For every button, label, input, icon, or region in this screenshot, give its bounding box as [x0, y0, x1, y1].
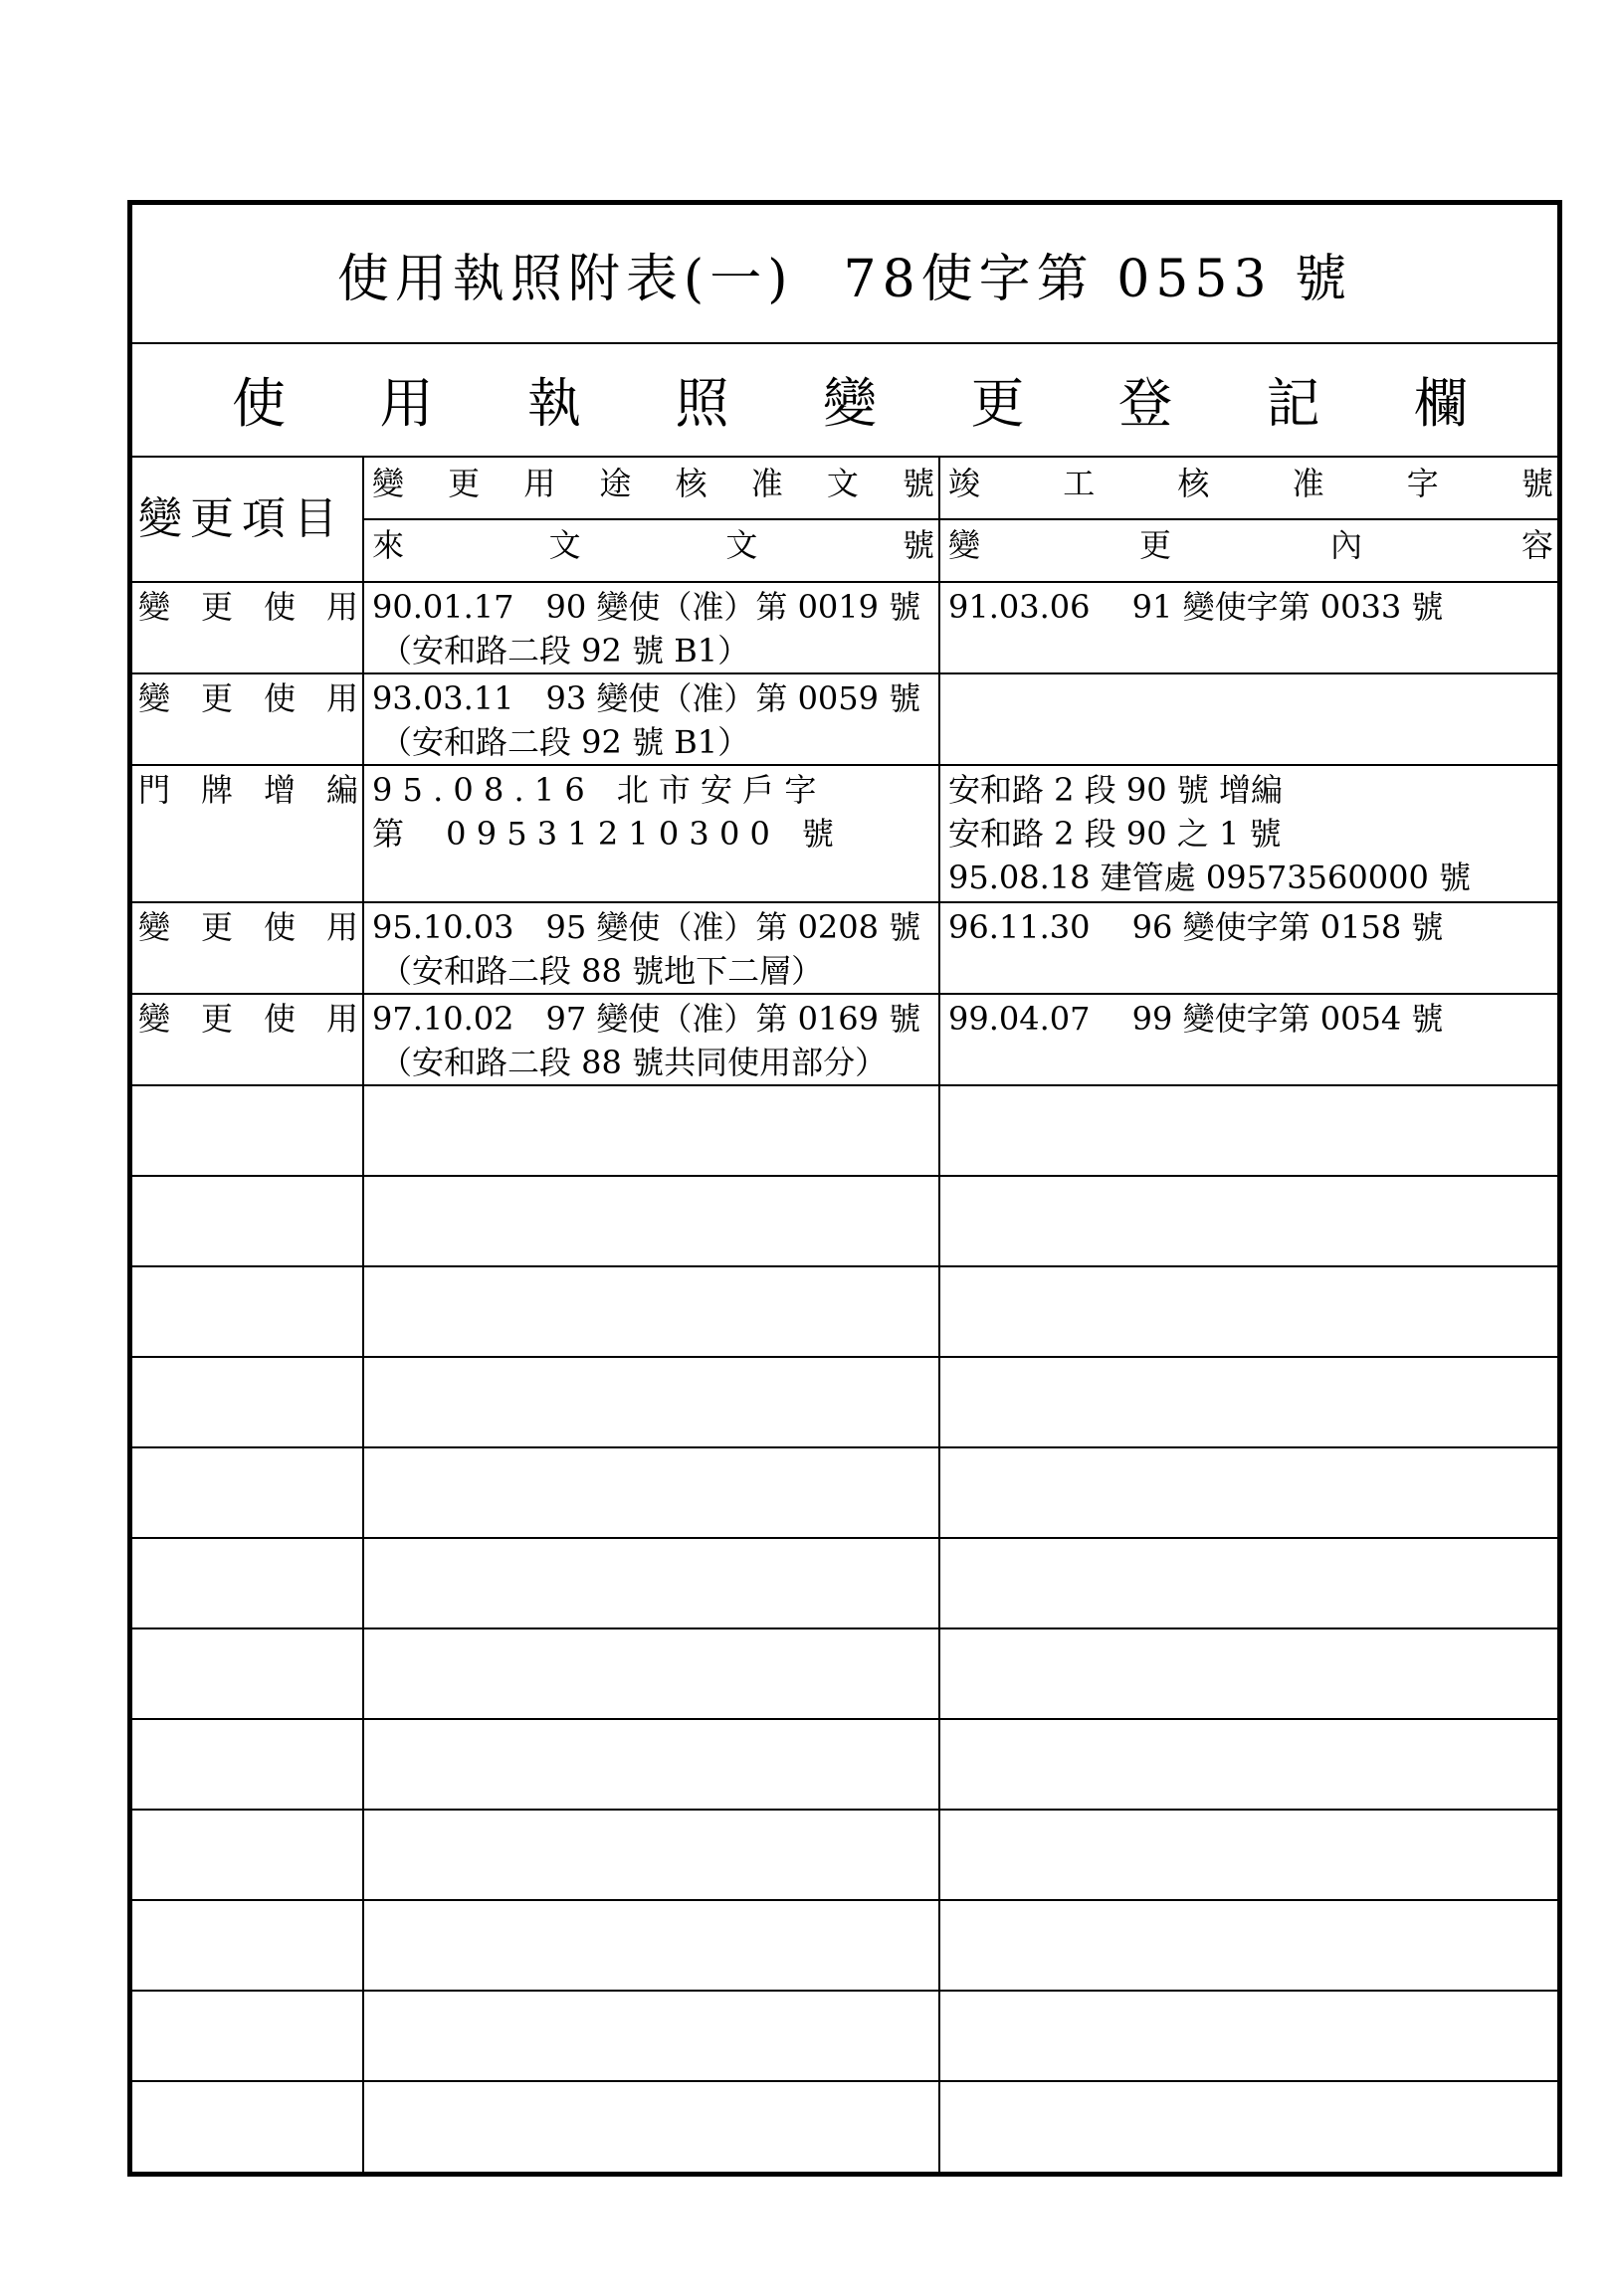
item-char: 變 [138, 1000, 171, 1038]
header-divider [364, 518, 1557, 520]
banner-char: 變 [823, 371, 877, 435]
row-approval-document [364, 995, 938, 1084]
header-char: 容 [1520, 526, 1553, 564]
header-char: 變 [948, 526, 981, 564]
row-completion-content [940, 583, 1557, 672]
header-char: 更 [448, 465, 481, 502]
item-char: 用 [325, 588, 358, 626]
item-char: 使 [263, 588, 296, 626]
header-char: 文 [725, 526, 758, 564]
content-line: 安和路 2 段 90 之 1 號 [948, 815, 1282, 853]
header-change-item: 變更項目 [138, 493, 345, 544]
completion-line: 91.03.06 91 變使字第 0033 號 [948, 588, 1444, 626]
header-char: 准 [750, 465, 783, 502]
header-char: 字 [1406, 465, 1439, 502]
item-char: 用 [325, 1000, 358, 1038]
item-char: 增 [263, 771, 296, 809]
address-line: （安和路二段 88 號地下二層） [380, 952, 824, 990]
header-char: 工 [1063, 465, 1096, 502]
header-char: 來 [372, 526, 405, 564]
row-item-label [132, 903, 362, 993]
row-divider [132, 1084, 1557, 1086]
header-char: 更 [1138, 526, 1171, 564]
usage-license-appendix-sheet [127, 200, 1562, 2177]
item-char: 更 [200, 679, 233, 717]
approval-line: 93.03.11 93 變使（准）第 0059 號 [372, 679, 921, 717]
row-approval-document [364, 674, 938, 764]
banner-char: 欄 [1414, 371, 1468, 435]
item-char: 用 [325, 679, 358, 717]
title-left: 使用執照附表(一) [336, 249, 794, 309]
content-line: 95.08.18 建管處 09573560000 號 [948, 859, 1471, 896]
item-char: 編 [325, 771, 358, 809]
header-char: 竣 [948, 465, 981, 502]
title-right: 78使字第 0553 號 [843, 249, 1353, 309]
empty-row-divider [132, 1356, 1557, 1358]
header-char: 號 [1520, 465, 1553, 502]
header-char: 核 [1177, 465, 1210, 502]
address-line: （安和路二段 88 號共同使用部分） [380, 1044, 888, 1081]
item-char: 門 [138, 771, 171, 809]
item-char: 變 [138, 588, 171, 626]
row-item-label [132, 995, 362, 1084]
column-divider [938, 458, 940, 2172]
item-char: 使 [263, 908, 296, 946]
document-title [132, 205, 1557, 344]
empty-row-divider [132, 1627, 1557, 1629]
header-document-no [364, 519, 938, 581]
header-char: 變 [372, 465, 405, 502]
completion-line: 96.11.30 96 變使字第 0158 號 [948, 908, 1444, 946]
approval-line: 97.10.02 97 變使（准）第 0169 號 [372, 1000, 921, 1038]
empty-row-divider [132, 1809, 1557, 1811]
empty-row-divider [132, 1265, 1557, 1267]
header-char: 文 [826, 465, 859, 502]
row-approval-document [364, 903, 938, 993]
item-char: 使 [263, 1000, 296, 1038]
row-item-label [132, 674, 362, 764]
header-char: 途 [599, 465, 632, 502]
address-line: （安和路二段 92 號 B1） [380, 723, 750, 761]
empty-row-divider [132, 1990, 1557, 1992]
header-char: 文 [548, 526, 581, 564]
approval-line: 90.01.17 90 變使（准）第 0019 號 [372, 588, 921, 626]
banner-char: 執 [527, 371, 581, 435]
approval-line: 9 5 . 0 8 . 1 6 北 市 安 戶 字 [372, 771, 817, 809]
item-char: 用 [325, 908, 358, 946]
row-item-label [132, 583, 362, 672]
header-change-content [940, 519, 1557, 581]
empty-row-divider [132, 1175, 1557, 1177]
item-char: 更 [200, 1000, 233, 1038]
item-char: 變 [138, 908, 171, 946]
empty-row-divider [132, 1718, 1557, 1720]
content-line: 安和路 2 段 90 號 增編 [948, 771, 1283, 809]
row-completion-content [940, 995, 1557, 1084]
banner-char: 登 [1118, 371, 1172, 435]
item-char: 使 [263, 679, 296, 717]
banner-char: 用 [379, 371, 434, 435]
header-char: 准 [1292, 465, 1324, 502]
empty-row-divider [132, 1446, 1557, 1448]
empty-row-divider [132, 1899, 1557, 1901]
row-approval-document [364, 583, 938, 672]
header-char: 用 [523, 465, 556, 502]
header-char: 號 [902, 526, 934, 564]
empty-row-divider [132, 2080, 1557, 2082]
header-completion-approval-no [940, 458, 1557, 519]
banner-char: 照 [675, 371, 729, 435]
item-char: 變 [138, 679, 171, 717]
address-line: （安和路二段 92 號 B1） [380, 632, 750, 670]
item-char: 牌 [200, 771, 233, 809]
header-char: 內 [1329, 526, 1362, 564]
row-completion-content [940, 766, 1557, 901]
header-approval-no [364, 458, 938, 519]
empty-row-divider [132, 1537, 1557, 1539]
completion-line: 99.04.07 99 變使字第 0054 號 [948, 1000, 1444, 1038]
row-completion-content [940, 903, 1557, 993]
approval-line: 95.10.03 95 變使（准）第 0208 號 [372, 908, 921, 946]
change-registration-banner [132, 342, 1557, 458]
header-char: 號 [902, 465, 934, 502]
approval-line: 第 0 9 5 3 1 2 1 0 3 0 0 號 [372, 815, 834, 853]
item-char: 更 [200, 588, 233, 626]
banner-char: 更 [970, 371, 1025, 435]
header-char: 核 [675, 465, 707, 502]
row-item-label [132, 766, 362, 901]
item-char: 更 [200, 908, 233, 946]
banner-char: 使 [232, 371, 286, 435]
banner-char: 記 [1266, 371, 1320, 435]
row-approval-document [364, 766, 938, 901]
